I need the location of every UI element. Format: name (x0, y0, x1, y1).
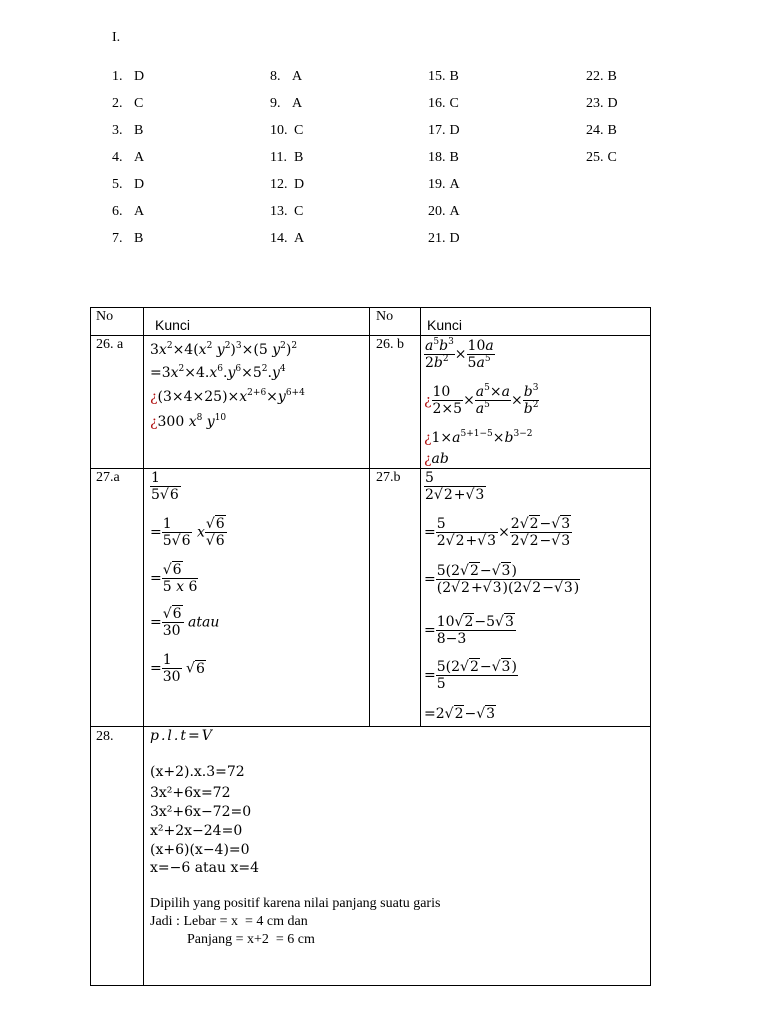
answer-item (270, 123, 303, 139)
answer-number: 25. (586, 150, 604, 165)
answer-number: 1. (112, 69, 123, 84)
answer-item (270, 150, 303, 166)
answer-letter: D (134, 69, 145, 84)
answer-item (112, 150, 144, 166)
answer-number: 14. (270, 231, 288, 246)
answer-number: 20. (428, 204, 446, 219)
answer-number: 2. (112, 96, 123, 111)
answer-item (270, 69, 302, 85)
answer-letter: A (292, 96, 303, 111)
answer-item (428, 69, 459, 85)
answer-letter: B (134, 123, 144, 138)
answer-item (428, 96, 459, 112)
answer-letter: A (134, 150, 145, 165)
header-no-right: No (376, 309, 394, 324)
answer-letter: A (449, 177, 460, 192)
answer-number: 18. (428, 150, 446, 165)
header-no-left: No (96, 309, 114, 324)
row-label-26b: 26. b (376, 337, 404, 352)
answer-item (428, 177, 460, 193)
answer-letter: C (294, 123, 304, 138)
answer-number: 24. (586, 123, 604, 138)
row-label-28: 28. (96, 729, 114, 744)
answer-letter: D (134, 177, 145, 192)
answer-letter: D (449, 231, 460, 246)
answer-number: 6. (112, 204, 123, 219)
eq-step-1: (x+2).x.3=72 (150, 764, 245, 780)
eq-step-4: x²+2x−24=0 (150, 823, 243, 839)
answer-item (112, 69, 144, 85)
answer-letter: C (449, 96, 459, 111)
answer-letter: C (294, 204, 304, 219)
answer-item (112, 177, 144, 193)
row-label-27b: 27.b (376, 470, 401, 485)
answer-number: 5. (112, 177, 123, 192)
answer-letter: D (607, 96, 618, 111)
answer-number: 23. (586, 96, 604, 111)
answer-item (586, 123, 617, 139)
answer-number: 9. (270, 96, 281, 111)
answer-letter: D (294, 177, 305, 192)
answer-item (428, 231, 460, 247)
eq-volume: p.l.t=V (150, 728, 214, 744)
header-kunci-right: Kunci (427, 317, 463, 333)
eq-step-6: x=−6 atau x=4 (150, 860, 260, 876)
answer-item (270, 177, 304, 193)
answer-item (112, 123, 143, 139)
eq-step-3: 3x²+6x−72=0 (150, 804, 252, 820)
answer-item (586, 150, 617, 166)
answer-number: 13. (270, 204, 288, 219)
answer-number: 3. (112, 123, 123, 138)
answer-letter: B (607, 123, 617, 138)
answer-item (112, 231, 143, 247)
answer-letter: C (134, 96, 144, 111)
answer-number: 17. (428, 123, 446, 138)
answer-letter: B (607, 69, 617, 84)
answer-number: 22. (586, 69, 604, 84)
eq-step-5: (x+6)(x−4)=0 (150, 842, 250, 858)
answer-letter: C (607, 150, 617, 165)
eq-step-2: 3x²+6x=72 (150, 785, 231, 801)
explanation-text: Dipilih yang positif karena nilai panjang suatu garis (150, 896, 441, 911)
answer-letter: B (134, 231, 144, 246)
answer-item (586, 69, 617, 85)
answer-item (112, 204, 144, 220)
answer-number: 15. (428, 69, 446, 84)
answer-letter: B (294, 150, 304, 165)
answer-item (586, 96, 618, 112)
answer-number: 7. (112, 231, 123, 246)
answer-letter: B (449, 150, 459, 165)
answer-number: 10. (270, 123, 288, 138)
answer-number: 19. (428, 177, 446, 192)
answer-number: 4. (112, 150, 123, 165)
answer-letter: A (449, 204, 460, 219)
answer-letter: A (292, 69, 303, 84)
header-kunci-left: Kunci (155, 317, 191, 333)
answer-item (428, 123, 460, 139)
answer-item (428, 150, 459, 166)
row-label-27a: 27.a (96, 470, 120, 485)
conclusion-length: Panjang = x+2 = 6 cm (187, 932, 315, 947)
answer-number: 8. (270, 69, 281, 84)
answer-item (428, 204, 460, 220)
answer-number: 21. (428, 231, 446, 246)
row-label-26a: 26. a (96, 337, 124, 352)
answer-item (270, 96, 302, 112)
answer-number: 16. (428, 96, 446, 111)
answer-item (270, 231, 304, 247)
answer-letter: B (449, 69, 459, 84)
answer-letter: A (134, 204, 145, 219)
answer-number: 11. (270, 150, 287, 165)
conclusion-width: Jadi : Lebar = x = 4 cm dan (150, 914, 308, 929)
answer-letter: D (449, 123, 460, 138)
answer-item (270, 204, 303, 220)
answer-number: 12. (270, 177, 288, 192)
answer-item (112, 96, 143, 112)
answer-letter: A (294, 231, 305, 246)
section-label: I. (112, 30, 121, 45)
